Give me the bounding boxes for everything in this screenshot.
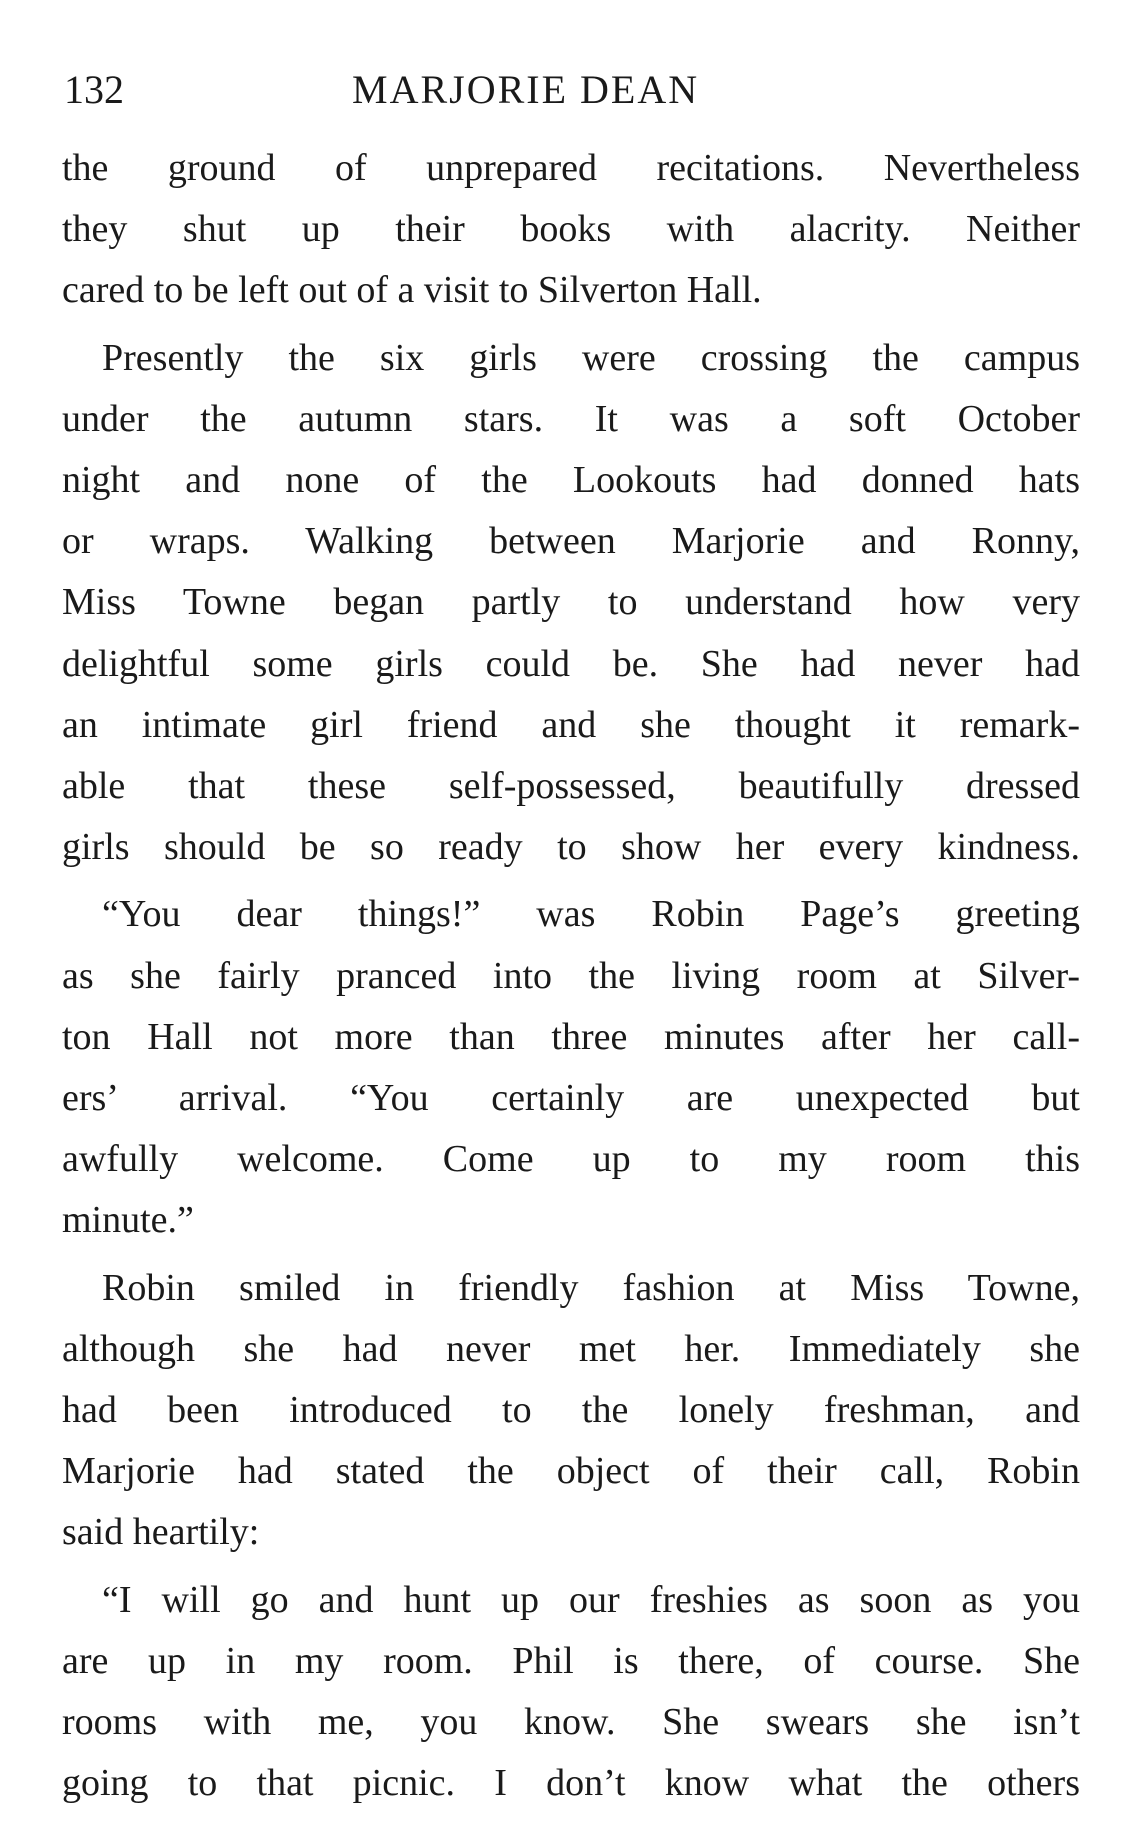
text-line: “You dear things!” was Robin Page’s greeting bbox=[102, 893, 1080, 936]
text-line: as she fairly pranced into the living room at Silver- bbox=[62, 954, 1080, 997]
text-line: Presently the six girls were crossing the campus bbox=[102, 336, 1080, 379]
text-line: ers’ arrival. “You certainly are unexpected but bbox=[62, 1077, 1080, 1120]
text-line: Miss Towne began partly to understand how very bbox=[62, 581, 1080, 624]
paragraph bbox=[62, 884, 1080, 1251]
text-line: able that these self-possessed, beautifully dressed bbox=[62, 765, 1080, 808]
paragraph bbox=[62, 1258, 1080, 1564]
text-line: they shut up their books with alacrity. Neither bbox=[62, 208, 1080, 251]
text-line: rooms with me, you know. She swears she isn’t bbox=[62, 1701, 1080, 1744]
book-page bbox=[62, 60, 1080, 1814]
paragraph bbox=[62, 328, 1080, 879]
text-line: or wraps. Walking between Marjorie and Ronny, bbox=[62, 520, 1080, 563]
text-line: cared to be left out of a visit to Silverton Hall. bbox=[62, 269, 762, 312]
text-line: awfully welcome. Come up to my room this bbox=[62, 1138, 1080, 1181]
text-line: the ground of unprepared recitations. Nevertheless bbox=[62, 147, 1080, 189]
text-line: under the autumn stars. It was a soft October bbox=[62, 397, 1080, 440]
text-line: Robin smiled in friendly fashion at Miss Towne, bbox=[102, 1266, 1080, 1309]
text-line: girls should be so ready to show her every kindness. bbox=[62, 826, 1080, 869]
text-line: “I will go and hunt up our freshies as soon as you bbox=[102, 1578, 1080, 1621]
text-line: ton Hall not more than three minutes after her call- bbox=[62, 1015, 1080, 1058]
text-line: had been introduced to the lonely freshman, and bbox=[62, 1389, 1080, 1432]
paragraph bbox=[62, 1570, 1080, 1815]
text-line: going to that picnic. I don’t know what the others bbox=[62, 1762, 1080, 1805]
text-line: although she had never met her. Immediately she bbox=[62, 1327, 1080, 1370]
text-line: night and none of the Lookouts had donned hats bbox=[62, 459, 1080, 502]
text-line: Marjorie had stated the object of their call, Robin bbox=[62, 1450, 1080, 1493]
paragraph bbox=[62, 138, 1080, 322]
text-line: an intimate girl friend and she thought it remark- bbox=[62, 703, 1080, 746]
text-line: are up in my room. Phil is there, of course. She bbox=[62, 1639, 1080, 1682]
page-number: 132 bbox=[64, 67, 124, 112]
text-line: said heartily: bbox=[62, 1511, 260, 1554]
text-line: delightful some girls could be. She had never had bbox=[62, 642, 1080, 685]
text-line: minute.” bbox=[62, 1199, 194, 1242]
running-title: MARJORIE DEAN bbox=[352, 67, 700, 112]
body-text bbox=[62, 138, 1080, 1814]
running-head bbox=[62, 60, 1080, 120]
